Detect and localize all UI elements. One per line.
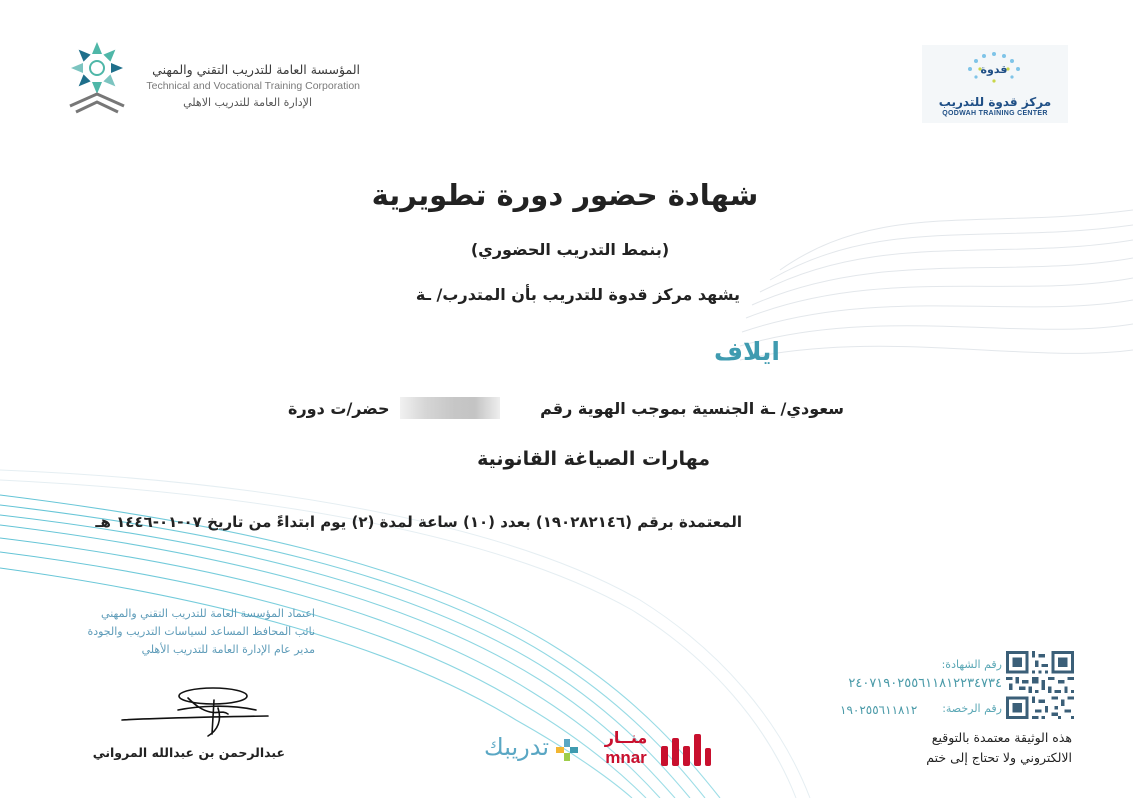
qodwah-name-en: QODWAH TRAINING CENTER [942, 110, 1048, 117]
approval-line: نائب المحافظ المساعد لسياسات التدريب والجودة [87, 625, 315, 638]
approval-line: مدير عام الإدارة العامة للتدريب الأهلي [141, 643, 315, 656]
certify-line: يشهد مركز قدوة للتدريب بأن المتدرب/ ـة [415, 285, 740, 304]
course-name: مهارات الصياغة القانونية [477, 448, 710, 470]
nationality-id-text: سعودي/ ـة الجنسية بموجب الهوية رقم [540, 399, 844, 418]
trainee-name: ايلاف [714, 337, 780, 366]
tvtc-logo [62, 38, 362, 118]
tvtc-emblem-icon [62, 38, 132, 114]
signer-name: عبدالرحمن بن عبدالله المرواني [92, 745, 285, 760]
tadreebak-logo [457, 733, 579, 767]
approval-block [62, 605, 315, 659]
certificate-subtitle: (بنمط التدريب الحضوري) [470, 240, 670, 259]
tvtc-name-en: Technical and Vocational Training Corporation [146, 80, 360, 92]
qodwah-name-ar: مركز قدوة للتدريب [938, 95, 1052, 109]
license-number-label: رقم الرخصة: [942, 702, 1002, 715]
course-details: المعتمدة برقم (١٩٠٢٨٢١٤٦) بعدد (١٠) ساعة لمدة (٢) يوم ابتداءً من تاريخ ٠٧-٠١-١٤٤٦ هـ [95, 513, 742, 531]
mnar-text-ar: منــار [604, 728, 648, 747]
id-line [260, 397, 844, 423]
tadreebak-text: تدريبك [483, 733, 549, 761]
e-signature-note [850, 728, 1072, 768]
mnar-emblem-icon [659, 732, 713, 768]
qr-code[interactable] [1006, 651, 1074, 719]
qodwah-logo [922, 45, 1068, 123]
tvtc-name-ar: المؤسسة العامة للتدريب التقني والمهني [152, 62, 360, 77]
qodwah-mark-text: قدوة [980, 63, 1008, 76]
tadreebak-star-icon [555, 738, 579, 762]
cert-number-label: رقم الشهادة: [941, 658, 1002, 671]
mnar-logo [597, 728, 715, 772]
e-signature-line-2: الالكتروني ولا تحتاج إلى ختم [926, 750, 1072, 765]
license-number: ١٩٠٢٥٥٦١١٨١٢ [840, 703, 918, 717]
certificate-title: شهادة حضور دورة تطويرية [371, 178, 759, 212]
mnar-text-en: mnar [605, 748, 647, 767]
attended-course-text: حضر/ت دورة [288, 399, 390, 418]
handwritten-signature [118, 680, 278, 740]
cert-number: ٢٤٠٧١٩٠٢٥٥٦١١٨١٢٢٣٤٧٣٤ [848, 676, 1002, 691]
qodwah-emblem-icon [960, 51, 1030, 87]
approval-line: اعتماد المؤسسة العامة للتدريب التقني والمهني [101, 607, 315, 620]
tvtc-department: الإدارة العامة للتدريب الاهلي [183, 96, 312, 109]
redacted-id-number [400, 397, 500, 419]
e-signature-line-1: هذه الوثيقة معتمدة بالتوقيع [931, 730, 1072, 745]
